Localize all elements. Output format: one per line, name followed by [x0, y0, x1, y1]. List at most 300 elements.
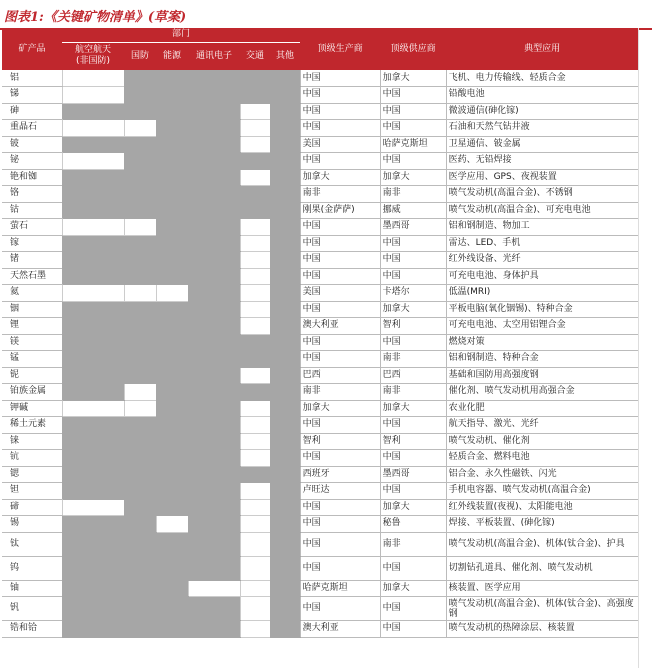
- producer-cell: 中国: [300, 252, 380, 269]
- supplier-cell: 智利: [380, 433, 446, 450]
- sector-blank-cell: [270, 400, 300, 417]
- supplier-cell: 挪威: [380, 202, 446, 219]
- mineral-cell: 铀: [2, 580, 62, 597]
- producer-cell: 智利: [300, 433, 380, 450]
- supplier-cell: 南非: [380, 532, 446, 556]
- header-sector-2: 能源: [156, 42, 188, 70]
- producer-cell: 加拿大: [300, 400, 380, 417]
- sector-mark-cell: [156, 285, 188, 302]
- mineral-cell: 锰: [2, 351, 62, 368]
- sector-blank-cell: [188, 499, 240, 516]
- mineral-cell: 镓: [2, 235, 62, 252]
- sector-blank-cell: [188, 532, 240, 556]
- sector-blank-cell: [270, 433, 300, 450]
- sector-mark-cell: [240, 556, 270, 580]
- application-cell: 铅酸电池: [446, 87, 638, 104]
- sector-mark-cell: [62, 400, 124, 417]
- producer-cell: 中国: [300, 268, 380, 285]
- sector-blank-cell: [62, 136, 124, 153]
- sector-blank-cell: [156, 400, 188, 417]
- mineral-cell: 氦: [2, 285, 62, 302]
- mineral-cell: 钽: [2, 483, 62, 500]
- sector-mark-cell: [124, 219, 156, 236]
- sector-mark-cell: [240, 516, 270, 533]
- producer-cell: 中国: [300, 153, 380, 170]
- mineral-cell: 铋: [2, 153, 62, 170]
- table-row: [2, 466, 638, 483]
- producer-cell: 中国: [300, 417, 380, 434]
- sector-blank-cell: [240, 384, 270, 401]
- sector-blank-cell: [156, 268, 188, 285]
- supplier-cell: 中国: [380, 450, 446, 467]
- sector-blank-cell: [62, 433, 124, 450]
- header-applications: 典型应用: [446, 28, 638, 70]
- sector-blank-cell: [124, 318, 156, 335]
- sector-blank-cell: [62, 334, 124, 351]
- sector-blank-cell: [156, 235, 188, 252]
- mineral-cell: 锑: [2, 87, 62, 104]
- sector-blank-cell: [240, 186, 270, 203]
- mineral-cell: 锡: [2, 516, 62, 533]
- sector-blank-cell: [124, 268, 156, 285]
- sector-blank-cell: [124, 87, 156, 104]
- sector-blank-cell: [124, 621, 156, 638]
- producer-cell: 澳大利亚: [300, 621, 380, 638]
- sector-blank-cell: [240, 466, 270, 483]
- sector-blank-cell: [62, 516, 124, 533]
- sector-mark-cell: [62, 120, 124, 137]
- sector-blank-cell: [124, 202, 156, 219]
- mineral-cell: 钛: [2, 532, 62, 556]
- header-sector-3: 通讯电子: [188, 42, 240, 70]
- sector-blank-cell: [270, 301, 300, 318]
- sector-mark-cell: [240, 499, 270, 516]
- sector-blank-cell: [62, 235, 124, 252]
- page-edge-line: [638, 28, 639, 668]
- table-row: [2, 556, 638, 580]
- sector-blank-cell: [188, 318, 240, 335]
- mineral-cell: 锂: [2, 318, 62, 335]
- application-cell: 雷达、LED、手机: [446, 235, 638, 252]
- sector-blank-cell: [62, 301, 124, 318]
- sector-blank-cell: [156, 351, 188, 368]
- sector-blank-cell: [124, 597, 156, 621]
- sector-blank-cell: [188, 186, 240, 203]
- producer-cell: 中国: [300, 351, 380, 368]
- supplier-cell: 中国: [380, 153, 446, 170]
- mineral-cell: 钨: [2, 556, 62, 580]
- application-cell: 红外线装置(夜视)、太阳能电池: [446, 499, 638, 516]
- sector-mark-cell: [62, 219, 124, 236]
- table-row: [2, 252, 638, 269]
- header-sector-4: 交通: [240, 42, 270, 70]
- sector-blank-cell: [240, 70, 270, 87]
- sector-blank-cell: [156, 450, 188, 467]
- application-cell: 微波通信(砷化镓): [446, 103, 638, 120]
- sector-blank-cell: [124, 169, 156, 186]
- table-row: [2, 153, 638, 170]
- sector-mark-cell: [240, 219, 270, 236]
- supplier-cell: 南非: [380, 351, 446, 368]
- sector-blank-cell: [62, 384, 124, 401]
- sector-blank-cell: [156, 219, 188, 236]
- sector-blank-cell: [188, 87, 240, 104]
- sector-blank-cell: [188, 202, 240, 219]
- producer-cell: 中国: [300, 103, 380, 120]
- producer-cell: 中国: [300, 556, 380, 580]
- mineral-cell: 铼: [2, 433, 62, 450]
- sector-mark-cell: [188, 580, 240, 597]
- sector-blank-cell: [156, 70, 188, 87]
- mineral-cell: 铂族金属: [2, 384, 62, 401]
- application-cell: 喷气发动机、催化剂: [446, 433, 638, 450]
- sector-blank-cell: [188, 597, 240, 621]
- table-row: [2, 235, 638, 252]
- sector-blank-cell: [156, 580, 188, 597]
- sector-blank-cell: [156, 532, 188, 556]
- table-row: [2, 450, 638, 467]
- header-top-supplier: 顶级供应商: [380, 28, 446, 70]
- sector-blank-cell: [188, 450, 240, 467]
- sector-blank-cell: [188, 621, 240, 638]
- sector-blank-cell: [124, 351, 156, 368]
- producer-cell: 中国: [300, 235, 380, 252]
- mineral-cell: 锶: [2, 466, 62, 483]
- sector-blank-cell: [188, 483, 240, 500]
- supplier-cell: 中国: [380, 556, 446, 580]
- sector-mark-cell: [62, 70, 124, 87]
- table-row: [2, 621, 638, 638]
- producer-cell: 美国: [300, 285, 380, 302]
- sector-blank-cell: [124, 466, 156, 483]
- sector-blank-cell: [270, 219, 300, 236]
- mineral-cell: 钒: [2, 597, 62, 621]
- table-row: [2, 186, 638, 203]
- sector-blank-cell: [124, 252, 156, 269]
- sector-blank-cell: [240, 351, 270, 368]
- sector-blank-cell: [62, 621, 124, 638]
- supplier-cell: 中国: [380, 103, 446, 120]
- sector-blank-cell: [62, 268, 124, 285]
- sector-mark-cell: [124, 120, 156, 137]
- sector-mark-cell: [240, 580, 270, 597]
- sector-mark-cell: [62, 285, 124, 302]
- critical-minerals-table: [2, 28, 638, 638]
- mineral-cell: 铍: [2, 136, 62, 153]
- application-cell: 低温(MRI): [446, 285, 638, 302]
- sector-blank-cell: [188, 153, 240, 170]
- table-body: [2, 70, 638, 637]
- sector-blank-cell: [188, 285, 240, 302]
- sector-blank-cell: [124, 450, 156, 467]
- producer-cell: 加拿大: [300, 169, 380, 186]
- sector-mark-cell: [240, 400, 270, 417]
- sector-blank-cell: [188, 252, 240, 269]
- table-row: [2, 597, 638, 621]
- application-cell: 喷气发动机(高温合金)、机体(钛合金)、高强度钢: [446, 597, 638, 621]
- application-cell: 卫星通信、铍金属: [446, 136, 638, 153]
- table-row: [2, 499, 638, 516]
- table-row: [2, 285, 638, 302]
- mineral-cell: 稀土元素: [2, 417, 62, 434]
- sector-blank-cell: [156, 301, 188, 318]
- sector-blank-cell: [156, 103, 188, 120]
- header-sector-1: 国防: [124, 42, 156, 70]
- application-cell: 飞机、电力传输线、轻质合金: [446, 70, 638, 87]
- sector-blank-cell: [156, 153, 188, 170]
- sector-blank-cell: [124, 136, 156, 153]
- supplier-cell: 墨西哥: [380, 466, 446, 483]
- table-row: [2, 202, 638, 219]
- supplier-cell: 中国: [380, 87, 446, 104]
- application-cell: 喷气发动机(高温合金)、不锈钢: [446, 186, 638, 203]
- sector-blank-cell: [156, 120, 188, 137]
- application-cell: 航天指导、激光、光纤: [446, 417, 638, 434]
- sector-blank-cell: [188, 433, 240, 450]
- table-row: [2, 318, 638, 335]
- mineral-cell: 钾碱: [2, 400, 62, 417]
- sector-blank-cell: [188, 235, 240, 252]
- table-row: [2, 367, 638, 384]
- application-cell: 医学应用、GPS、夜视装置: [446, 169, 638, 186]
- sector-blank-cell: [124, 153, 156, 170]
- sector-mark-cell: [124, 400, 156, 417]
- supplier-cell: 中国: [380, 252, 446, 269]
- sector-blank-cell: [156, 499, 188, 516]
- sector-blank-cell: [156, 186, 188, 203]
- sector-blank-cell: [270, 252, 300, 269]
- sector-mark-cell: [240, 483, 270, 500]
- sector-blank-cell: [270, 367, 300, 384]
- sector-blank-cell: [156, 202, 188, 219]
- sector-blank-cell: [270, 351, 300, 368]
- table-row: [2, 103, 638, 120]
- sector-blank-cell: [188, 120, 240, 137]
- sector-blank-cell: [270, 597, 300, 621]
- sector-blank-cell: [270, 153, 300, 170]
- mineral-cell: 锆和铪: [2, 621, 62, 638]
- supplier-cell: 哈萨克斯坦: [380, 136, 446, 153]
- table-row: [2, 268, 638, 285]
- application-cell: 铝和钢制造、特种合金: [446, 351, 638, 368]
- sector-mark-cell: [240, 285, 270, 302]
- producer-cell: 刚果(金萨萨): [300, 202, 380, 219]
- sector-blank-cell: [270, 384, 300, 401]
- sector-blank-cell: [124, 433, 156, 450]
- sector-mark-cell: [240, 169, 270, 186]
- sector-mark-cell: [240, 532, 270, 556]
- sector-blank-cell: [156, 252, 188, 269]
- producer-cell: 中国: [300, 120, 380, 137]
- sector-blank-cell: [188, 351, 240, 368]
- supplier-cell: 中国: [380, 597, 446, 621]
- supplier-cell: 墨西哥: [380, 219, 446, 236]
- sector-blank-cell: [62, 466, 124, 483]
- sector-mark-cell: [156, 516, 188, 533]
- producer-cell: 中国: [300, 70, 380, 87]
- supplier-cell: 卡塔尔: [380, 285, 446, 302]
- table-row: [2, 417, 638, 434]
- sector-mark-cell: [240, 433, 270, 450]
- table-row: [2, 301, 638, 318]
- table-row: [2, 120, 638, 137]
- sector-blank-cell: [124, 417, 156, 434]
- sector-mark-cell: [240, 450, 270, 467]
- producer-cell: 南非: [300, 186, 380, 203]
- sector-blank-cell: [62, 318, 124, 335]
- sector-blank-cell: [188, 466, 240, 483]
- sector-blank-cell: [188, 367, 240, 384]
- mineral-cell: 砷: [2, 103, 62, 120]
- mineral-cell: 钪: [2, 450, 62, 467]
- application-cell: 焊接、平板装置、(砷化镓): [446, 516, 638, 533]
- mineral-cell: 天然石墨: [2, 268, 62, 285]
- supplier-cell: 中国: [380, 483, 446, 500]
- table-row: [2, 169, 638, 186]
- sector-blank-cell: [62, 186, 124, 203]
- sector-blank-cell: [270, 621, 300, 638]
- sector-blank-cell: [188, 169, 240, 186]
- sector-blank-cell: [124, 334, 156, 351]
- sector-blank-cell: [188, 136, 240, 153]
- sector-mark-cell: [62, 153, 124, 170]
- supplier-cell: 加拿大: [380, 580, 446, 597]
- table-row: [2, 219, 638, 236]
- producer-cell: 中国: [300, 87, 380, 104]
- sector-blank-cell: [124, 516, 156, 533]
- mineral-cell: 铌: [2, 367, 62, 384]
- application-cell: 石油和天然气钻井液: [446, 120, 638, 137]
- sector-blank-cell: [188, 334, 240, 351]
- producer-cell: 南非: [300, 384, 380, 401]
- sector-blank-cell: [270, 120, 300, 137]
- application-cell: 农业化肥: [446, 400, 638, 417]
- table-row: [2, 433, 638, 450]
- producer-cell: 美国: [300, 136, 380, 153]
- sector-blank-cell: [270, 136, 300, 153]
- producer-cell: 中国: [300, 219, 380, 236]
- title-bar: [0, 0, 652, 30]
- sector-blank-cell: [188, 268, 240, 285]
- sector-blank-cell: [270, 516, 300, 533]
- header-sector-0: 航空航天 (非国防): [62, 42, 124, 70]
- sector-mark-cell: [124, 285, 156, 302]
- sector-blank-cell: [62, 367, 124, 384]
- sector-blank-cell: [62, 169, 124, 186]
- sector-blank-cell: [62, 417, 124, 434]
- producer-cell: 澳大利亚: [300, 318, 380, 335]
- supplier-cell: 加拿大: [380, 169, 446, 186]
- table-row: [2, 516, 638, 533]
- sector-blank-cell: [124, 499, 156, 516]
- sector-blank-cell: [62, 450, 124, 467]
- mineral-cell: 钴: [2, 202, 62, 219]
- sector-mark-cell: [240, 417, 270, 434]
- supplier-cell: 巴西: [380, 367, 446, 384]
- sector-blank-cell: [270, 202, 300, 219]
- sector-blank-cell: [62, 252, 124, 269]
- sector-blank-cell: [156, 597, 188, 621]
- sector-blank-cell: [156, 417, 188, 434]
- table-row: [2, 87, 638, 104]
- sector-blank-cell: [270, 268, 300, 285]
- supplier-cell: 南非: [380, 384, 446, 401]
- sector-blank-cell: [188, 556, 240, 580]
- application-cell: 可充电电池、身体护具: [446, 268, 638, 285]
- mineral-cell: 锗: [2, 252, 62, 269]
- sector-blank-cell: [270, 450, 300, 467]
- sector-mark-cell: [124, 384, 156, 401]
- sector-blank-cell: [156, 483, 188, 500]
- sector-blank-cell: [156, 318, 188, 335]
- sector-blank-cell: [124, 301, 156, 318]
- sector-blank-cell: [240, 87, 270, 104]
- table-header: [2, 28, 638, 70]
- table-row: [2, 483, 638, 500]
- mineral-cell: 碲: [2, 499, 62, 516]
- sector-blank-cell: [124, 367, 156, 384]
- sector-mark-cell: [240, 367, 270, 384]
- sector-mark-cell: [62, 499, 124, 516]
- mineral-cell: 铯和铷: [2, 169, 62, 186]
- application-cell: 平板电脑(氧化铟锡)、特种合金: [446, 301, 638, 318]
- sector-blank-cell: [188, 219, 240, 236]
- sector-blank-cell: [270, 87, 300, 104]
- sector-mark-cell: [62, 87, 124, 104]
- sector-blank-cell: [270, 466, 300, 483]
- sector-blank-cell: [62, 556, 124, 580]
- supplier-cell: 中国: [380, 417, 446, 434]
- mineral-cell: 铝: [2, 70, 62, 87]
- sector-mark-cell: [240, 136, 270, 153]
- application-cell: 切割钻孔道具、催化剂、喷气发动机: [446, 556, 638, 580]
- sector-blank-cell: [270, 417, 300, 434]
- sector-blank-cell: [124, 556, 156, 580]
- sector-blank-cell: [124, 103, 156, 120]
- sector-blank-cell: [62, 597, 124, 621]
- sector-blank-cell: [156, 367, 188, 384]
- producer-cell: 中国: [300, 499, 380, 516]
- sector-blank-cell: [270, 318, 300, 335]
- sector-blank-cell: [124, 186, 156, 203]
- application-cell: 核装置、医学应用: [446, 580, 638, 597]
- header-mineral: 矿产品: [2, 28, 62, 70]
- producer-cell: 中国: [300, 334, 380, 351]
- sector-blank-cell: [62, 103, 124, 120]
- sector-blank-cell: [270, 334, 300, 351]
- sector-blank-cell: [156, 621, 188, 638]
- sector-mark-cell: [240, 268, 270, 285]
- producer-cell: 中国: [300, 532, 380, 556]
- sector-blank-cell: [240, 334, 270, 351]
- sector-blank-cell: [62, 532, 124, 556]
- supplier-cell: 智利: [380, 318, 446, 335]
- sector-mark-cell: [240, 301, 270, 318]
- application-cell: 红外线设备、光纤: [446, 252, 638, 269]
- producer-cell: 中国: [300, 301, 380, 318]
- sector-blank-cell: [188, 417, 240, 434]
- sector-blank-cell: [156, 556, 188, 580]
- producer-cell: 哈萨克斯坦: [300, 580, 380, 597]
- sector-blank-cell: [270, 285, 300, 302]
- producer-cell: 巴西: [300, 367, 380, 384]
- sector-blank-cell: [156, 334, 188, 351]
- table-row: [2, 580, 638, 597]
- sector-blank-cell: [270, 532, 300, 556]
- application-cell: 催化剂、喷气发动机用高强合金: [446, 384, 638, 401]
- sector-blank-cell: [124, 580, 156, 597]
- application-cell: 喷气发动机(高温合金)、可充电电池: [446, 202, 638, 219]
